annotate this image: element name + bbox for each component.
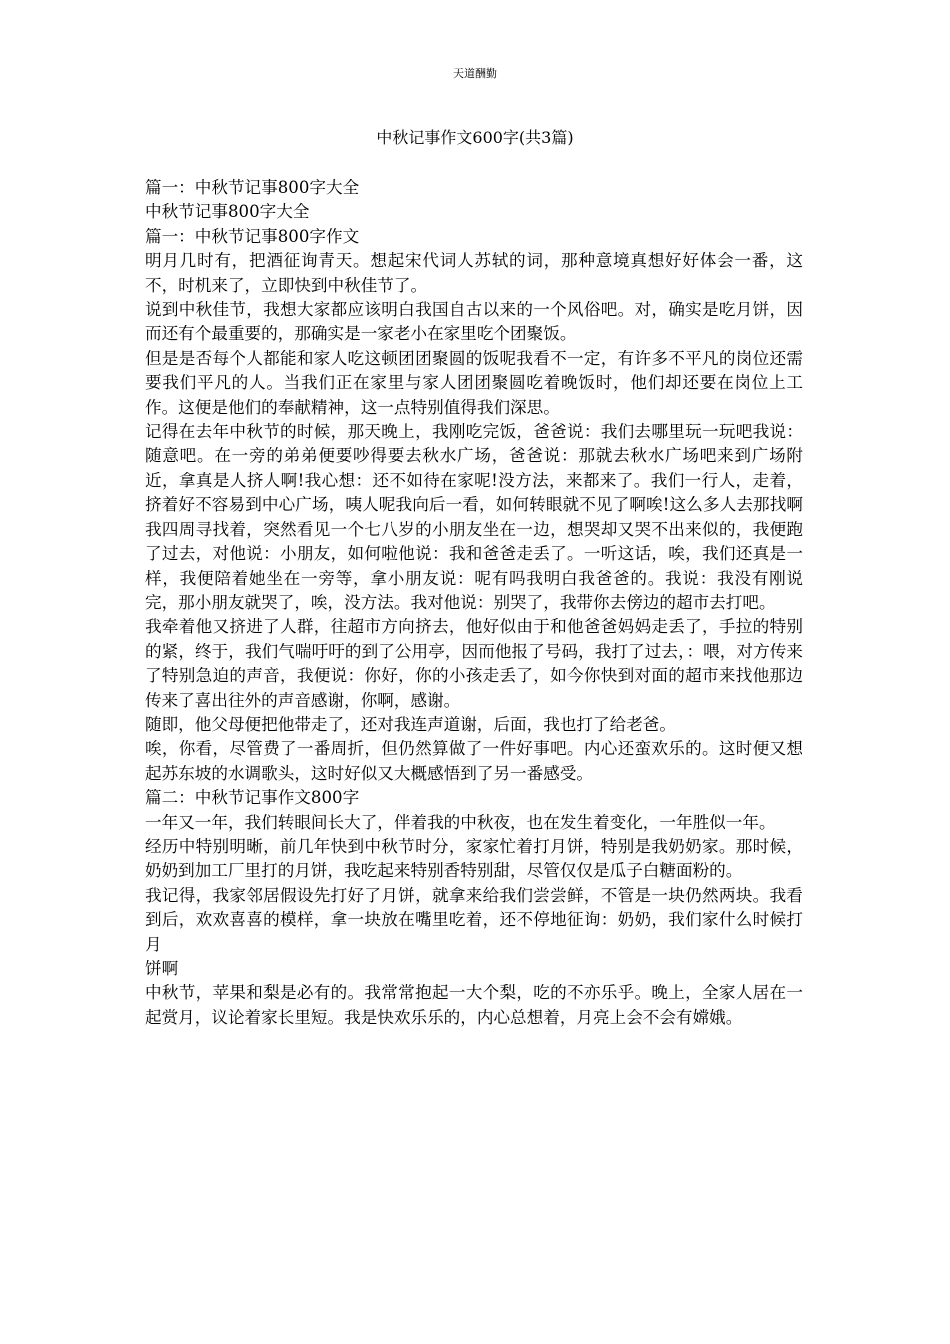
paragraph: 明月几时有，把酒征询青天。想起宋代词人苏轼的词，那种意境真想好好体会一番，这不，时机来了，立即快到中秋佳节了。: [145, 251, 803, 295]
paragraph: 中秋节，苹果和梨是必有的。我常常抱起一大个梨，吃的不亦乐乎。晚上，全家人居在一起赏月，议论着家长里短。我是快欢乐乐的，内心总想着，月亮上会不会有嫦娥。: [145, 983, 803, 1027]
paragraph: 我记得，我家邻居假设先打好了月饼，就拿来给我们尝尝鲜，不管是一块仍然两块。我看到后，欢欢喜喜的模样，拿一块放在嘴里吃着，还不停地征询：奶奶，我们家什么时候打月: [145, 885, 803, 954]
paragraph: 经历中特别明晰，前几年快到中秋节时分，家家忙着打月饼，特别是我奶奶家。那时候，奶奶到加工厂里打的月饼，我吃起来特别香特别甜，尽管仅仅是瓜子白糖面粉的。: [145, 836, 803, 881]
paragraph: 篇一：中秋节记事800字大全: [145, 178, 360, 197]
paragraph: 但是是否每个人都能和家人吃这顿团团聚圆的饭呢我看不一定，有许多不平凡的岗位还需要我们平凡的人。当我们正在家里与家人团团聚圆吃着晚饭时，他们却还要在岗位上工作。这便是他们的奉献精神，这一点特别值得我们深思。: [145, 348, 803, 417]
paragraph: 我牵着他又挤进了人群，往超市方向挤去，他好似由于和他爸爸妈妈走丢了，手拉的特别的紧，终于，我们气喘吁吁的到了公用亭，因而他报了号码，我打了过去，：喂，对方传来了特别急迫的声音，我便说：你好，你的小孩走丢了，如今你快到对面的超市来找他那边传来了喜出往外的声音感谢，你啊，感谢。: [145, 617, 803, 710]
paragraph: 饼啊: [145, 959, 179, 978]
paragraph: 随即，他父母便把他带走了，还对我连声道谢，后面，我也打了给老爸。: [145, 714, 676, 734]
paragraph: 一年又一年，我们转眼间长大了，伴着我的中秋夜，也在发生着变化，一年胜似一年。: [145, 812, 776, 832]
document-title: 中秋记事作文600字(共3篇): [376, 128, 574, 147]
paragraph: 篇二：中秋节记事作文800字: [145, 788, 360, 808]
paragraph: 说到中秋佳节，我想大家都应该明白我国自古以来的一个风俗吧。对，确实是吃月饼，因而还有个最重要的，那确实是一家老小在家里吃个团聚饭。: [145, 300, 803, 344]
paragraph: 中秋节记事800字大全: [145, 202, 310, 222]
paragraph: 篇一：中秋节记事800字作文: [145, 226, 360, 246]
paragraph: 记得在去年中秋节的时候，那天晚上，我刚吃完饭，爸爸说：我们去哪里玩一玩吧我说：随意吧。在一旁的弟弟便要吵得要去秋水广场，爸爸说：那就去秋水广场吧来到广场附近，拿真是人挤人啊!我心想：还不如待在家呢!没方法，来都来了。我们一行人，走着，挤着好不容易到中心广场，咦人呢我向后一看，如何转眼就不见了啊唉!这么多人去那找啊我四周寻找着，突然看见一个七八岁的小朋友坐在一边，想哭却又哭不出来似的，我便跑了过去，对他说：小朋友，如何啦他说：我和爸爸走丢了。一听这话，唉，我们还真是一样，我便陪着她坐在一旁等，拿小朋友说：呢有吗我明白我爸爸的。我说：我没有刚说完，那小朋友就哭了，唉，没方法。我对他说：别哭了，我带你去傍边的超市去打吧。: [145, 422, 803, 612]
page-header: 天道酬勤: [453, 67, 497, 80]
paragraph: 唉，你看，尽管费了一番周折，但仍然算做了一件好事吧。内心还蛮欢乐的。这时便又想起苏东坡的水调歌头，这时好似又大概感悟到了另一番感受。: [145, 739, 803, 783]
document-body: [145, 176, 803, 1030]
